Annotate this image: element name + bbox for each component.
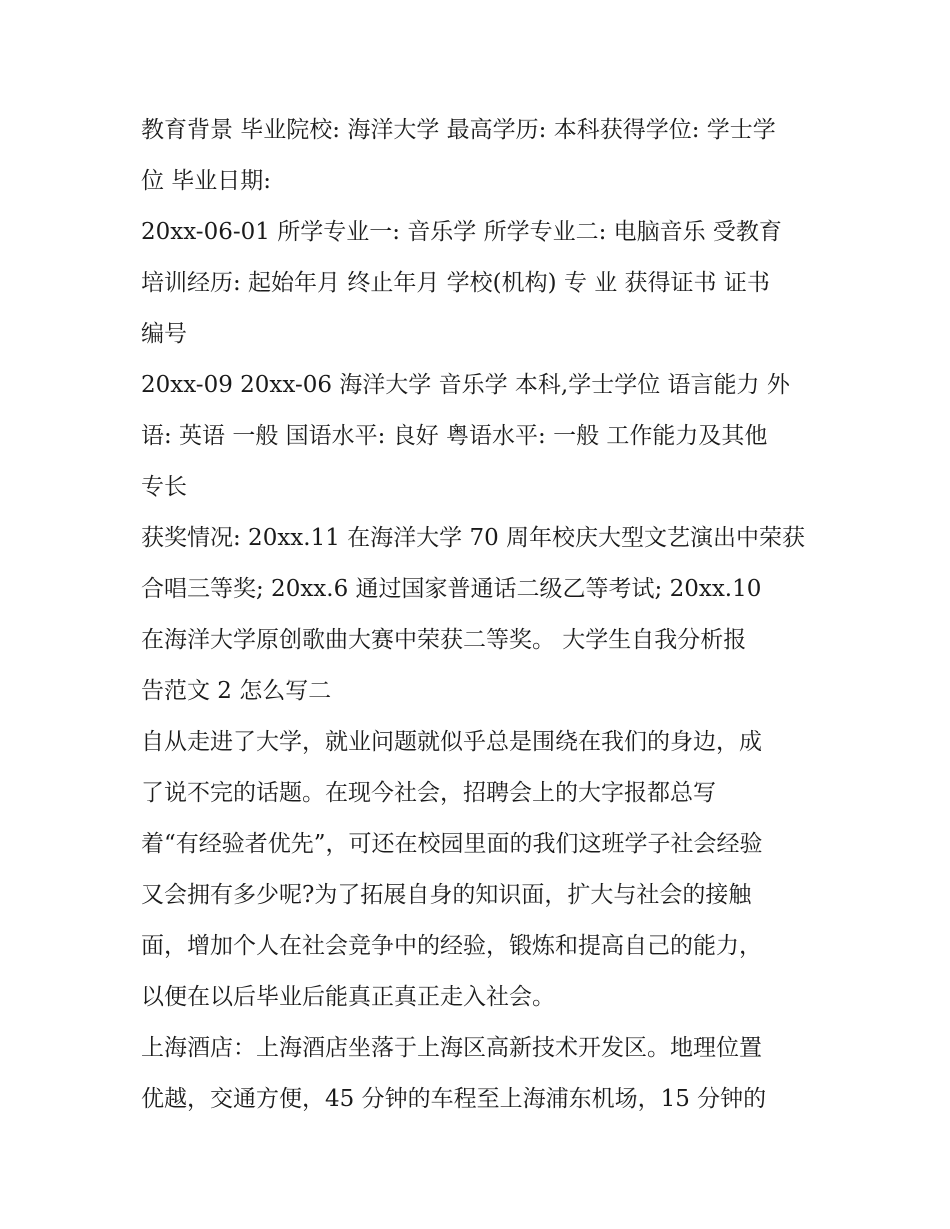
text-line-3: 20xx-06-01 所学专业一: 音乐学 所学专业二: 电脑音乐 受教育: [141, 219, 782, 245]
text-line-19: 上海酒店：上海酒店坐落于上海区高新技术开发区。地理位置: [141, 1035, 762, 1061]
text-line-7: 语: 英语 一般 国语水平: 良好 粤语水平: 一般 工作能力及其他: [141, 423, 768, 449]
text-line-12: 告范文 2 怎么写二: [141, 678, 332, 704]
text-line-18: 以便在以后毕业后能真正真正走入社会。: [141, 984, 555, 1010]
text-line-4: 培训经历: 起始年月 终止年月 学校(机构) 专 业 获得证书 证书: [141, 270, 770, 296]
text-line-16: 又会拥有多少呢?为了拓展自身的知识面，扩大与社会的接触: [141, 882, 752, 908]
text-line-9: 获奖情况: 20xx.11 在海洋大学 70 周年校庆大型文艺演出中荣获: [141, 525, 806, 551]
text-line-13: 自从走进了大学，就业问题就似乎总是围绕在我们的身边，成: [141, 729, 762, 755]
text-line-2: 位 毕业日期:: [141, 168, 272, 194]
text-line-1: 教育背景 毕业院校: 海洋大学 最高学历: 本科获得学位: 学士学: [141, 117, 776, 143]
text-line-15: 着“有经验者优先”，可还在校园里面的我们这班学子社会经验: [141, 831, 763, 857]
document-body: [141, 105, 821, 1125]
text-line-5: 编号: [141, 321, 187, 347]
text-line-17: 面，增加个人在社会竞争中的经验，锻炼和提高自己的能力，: [141, 933, 762, 959]
text-line-6: 20xx-09 20xx-06 海洋大学 音乐学 本科,学士学位 语言能力 外: [141, 372, 790, 398]
text-line-8: 专长: [141, 474, 187, 500]
text-line-10: 合唱三等奖; 20xx.6 通过国家普通话二级乙等考试; 20xx.10: [141, 576, 762, 602]
text-line-11: 在海洋大学原创歌曲大赛中荣获二等奖。 大学生自我分析报: [141, 627, 747, 653]
text-line-20: 优越，交通方便，45 分钟的车程至上海浦东机场，15 分钟的: [141, 1086, 767, 1112]
text-line-14: 了说不完的话题。在现今社会，招聘会上的大字报都总写: [141, 780, 716, 806]
